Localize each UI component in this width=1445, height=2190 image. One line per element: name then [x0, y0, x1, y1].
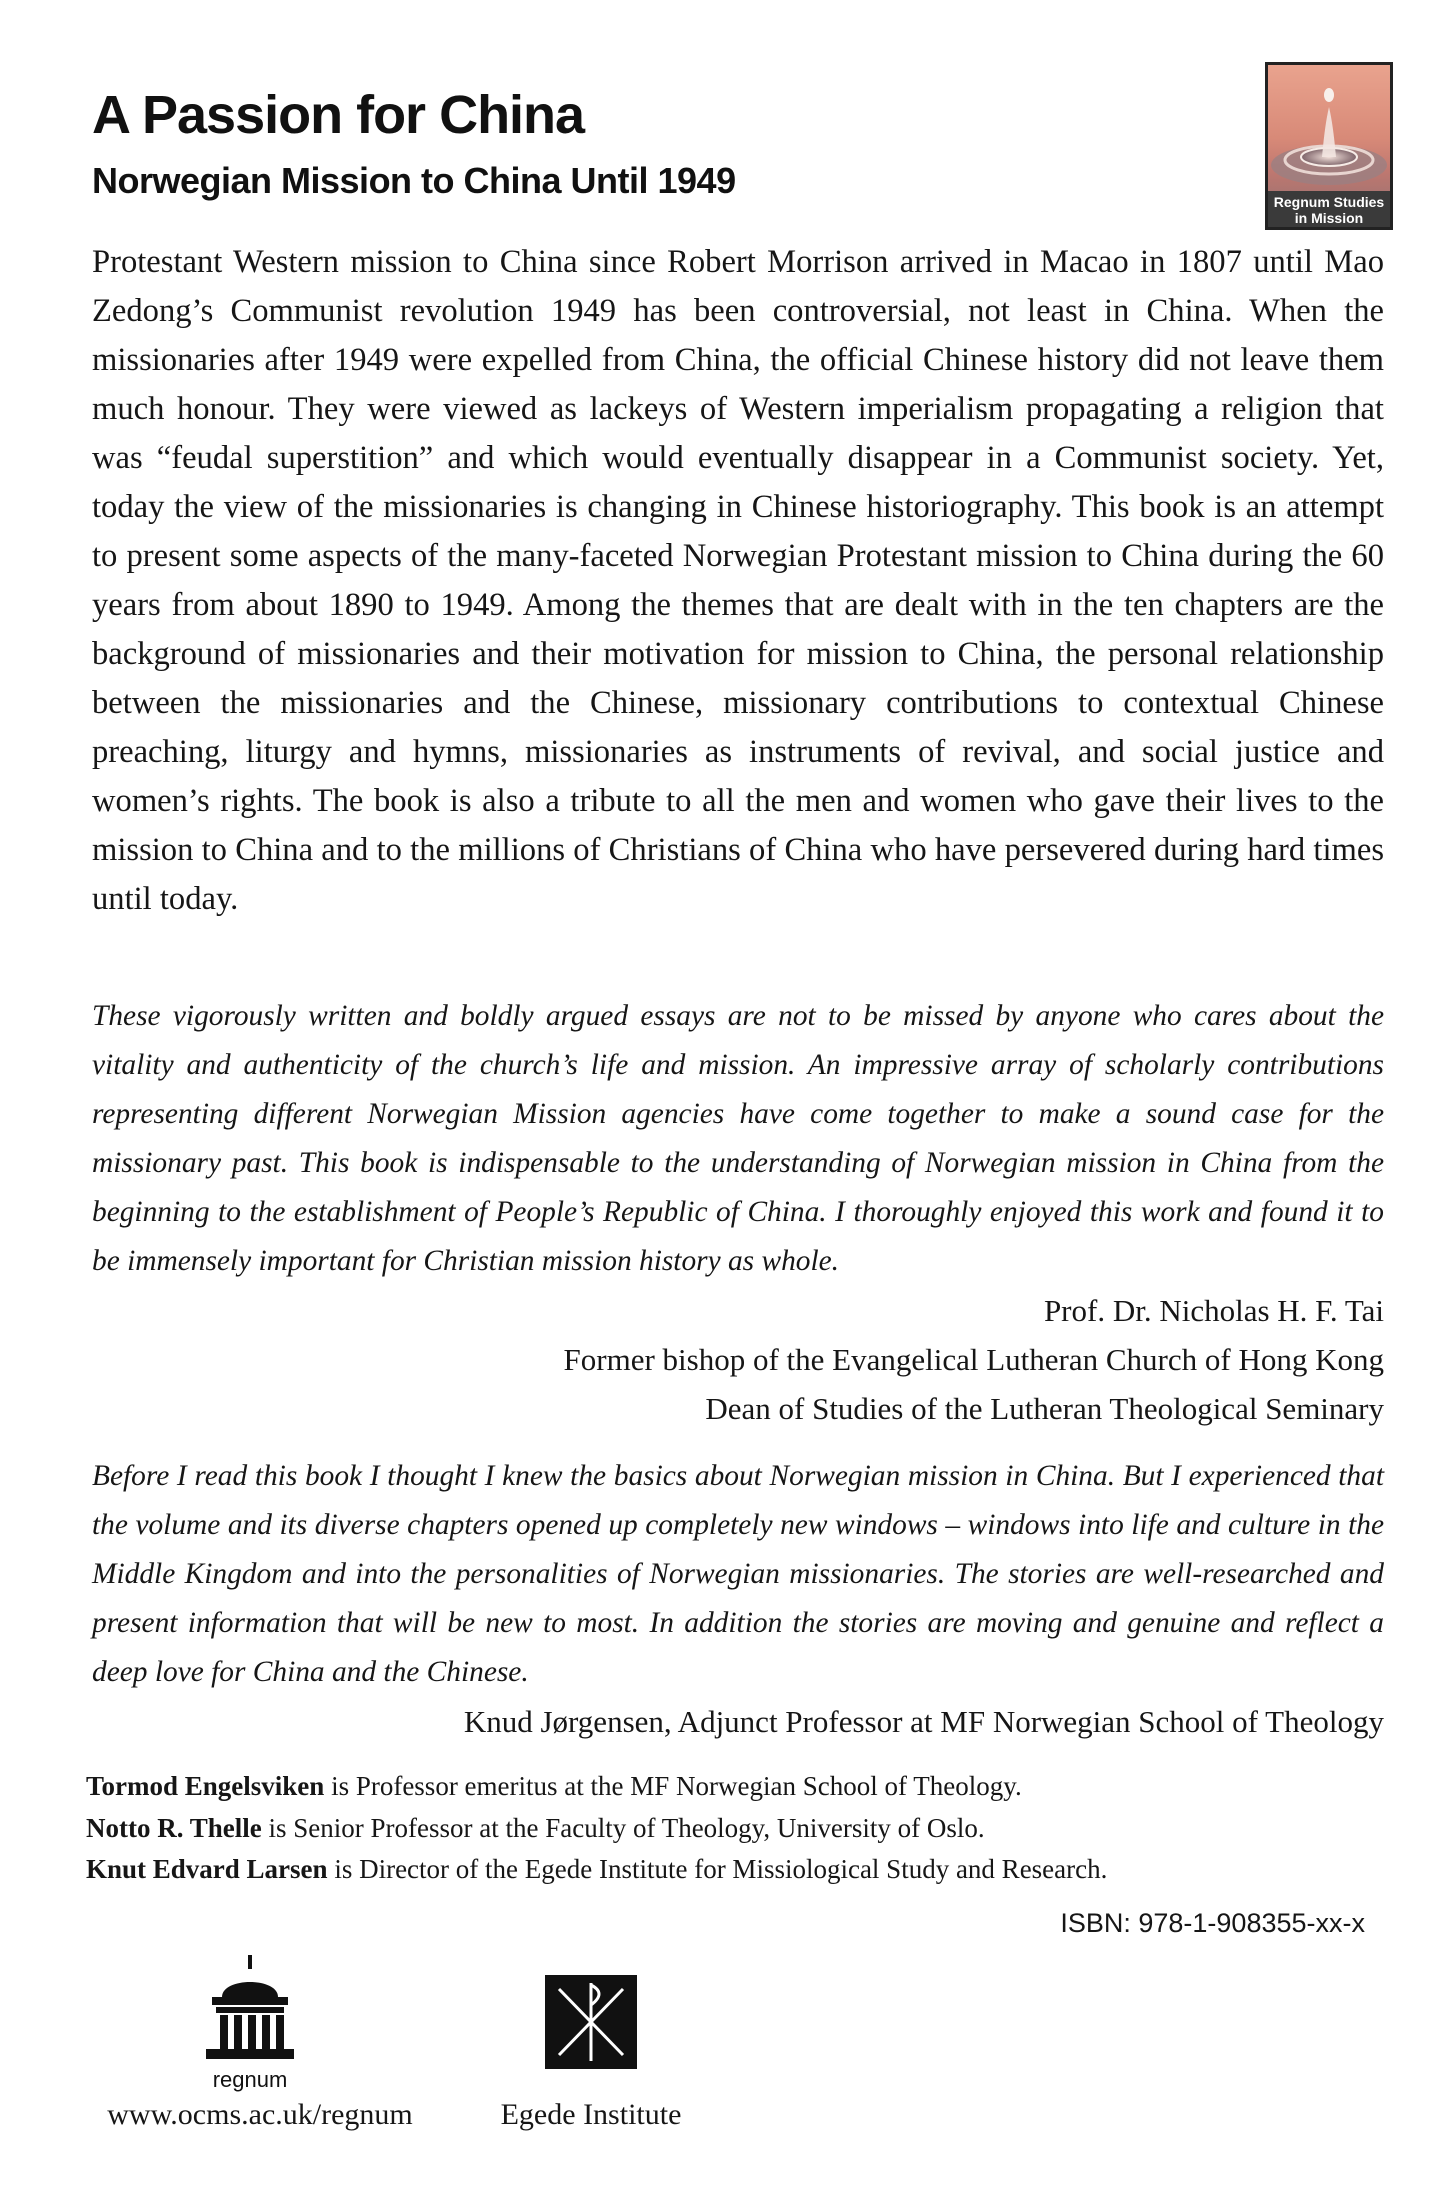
- book-description: Protestant Western mission to China since Robert Morrison arrived in Macao in 1807 until Mao Zedong’s Communist revolution 1949 has been controversial, not least in China. When the missionaries after 1949 were expelled from China, the official Chinese history did not leave them much honour. They were viewed as lackeys of Western imperialism propagating a religion that was “feudal superstition” and which would eventually disappear in a Communist society. Yet, today the view of the missionaries is changing in Chinese historiography. This book is an attempt to present some aspects of the many-faceted Norwegian Protestant mission to China during the 60 years from about 1890 to 1949. Among the themes that are dealt with in the ten chapters are the background of missionaries and their motivation for mission to China, the personal relationship between the missionaries and the Chinese, missionary contributions to contextual Chinese preaching, liturgy and hymns, missionaries as instruments of revival, and social justice and women’s rights. The book is also a tribute to all the men and women who gave their lives to the mission to China and to the millions of Christians of China who have persevered during hard times until today.: [92, 244, 1384, 917]
- endorser-name: Prof. Dr. Nicholas H. F. Tai: [1043, 1293, 1384, 1328]
- endorser-name: Knud Jørgensen, Adjunct Professor at MF Norwegian School of Theology: [463, 1704, 1384, 1739]
- author-bio: [86, 1849, 1386, 1891]
- isbn: ISBN: 978-1-908355-xx-x: [1060, 1908, 1365, 1938]
- series-logo-label: Regnum Studies in Mission: [1268, 191, 1390, 227]
- egede-label: Egede Institute: [500, 2098, 682, 2131]
- endorsement-quote: Before I read this book I thought I knew the basics about Norwegian mission in China. But I experienced that the volume and its diverse chapters opened up completely new windows – windows into life and culture in the Middle Kingdom and into the personalities of Norwegian missionaries. The stories are well-researched and present information that will be new to most. In addition the stories are moving and genuine and reflect a deep love for China and the Chinese.: [92, 1460, 1384, 1688]
- author-description: is Director of the Egede Institute for Missiological Study and Research.: [327, 1854, 1108, 1884]
- regnum-logo: [198, 1955, 302, 2101]
- author-name: Knut Edvard Larsen: [86, 1854, 328, 1884]
- author-name: Tormod Engelsviken: [86, 1771, 325, 1801]
- author-bio: [86, 1766, 1386, 1808]
- chi-rho-icon: [545, 1975, 637, 2069]
- series-logo: [1265, 62, 1393, 230]
- book-title: A Passion for China: [92, 85, 585, 145]
- endorsement-quote: These vigorously written and boldly argued essays are not to be missed by anyone who cares about the vitality and authenticity of the church’s life and mission. An impressive array of scholarly contributions representing different Norwegian Mission agencies have come together to make a sound case for the missionary past. This book is indispensable to the understanding of Norwegian mission in China from the beginning to the establishment of People’s Republic of China. I thoroughly enjoyed this work and found it to be immensely important for Christian mission history as whole.: [92, 1000, 1384, 1277]
- author-bios: [86, 1766, 1386, 1891]
- endorser-role: Dean of Studies of the Lutheran Theological Seminary: [705, 1391, 1384, 1426]
- egede-logo: [545, 1975, 637, 2069]
- regnum-url: www.ocms.ac.uk/regnum: [107, 2098, 413, 2131]
- author-description: is Professor emeritus at the MF Norwegian School of Theology.: [324, 1771, 1022, 1801]
- water-drop-icon: [1268, 65, 1390, 195]
- endorser-role: Former bishop of the Evangelical Lutheran Church of Hong Kong: [563, 1342, 1384, 1377]
- regnum-wordmark: regnum: [212, 2067, 288, 2092]
- author-name: Notto R. Thelle: [86, 1812, 262, 1843]
- endorsement: [92, 992, 1384, 1433]
- endorsement: [92, 1452, 1384, 1746]
- author-description: is Senior Professor at the Faculty of Theology, University of Oslo.: [261, 1812, 985, 1843]
- author-bio: [86, 1808, 1386, 1850]
- book-subtitle: Norwegian Mission to China Until 1949: [92, 160, 736, 201]
